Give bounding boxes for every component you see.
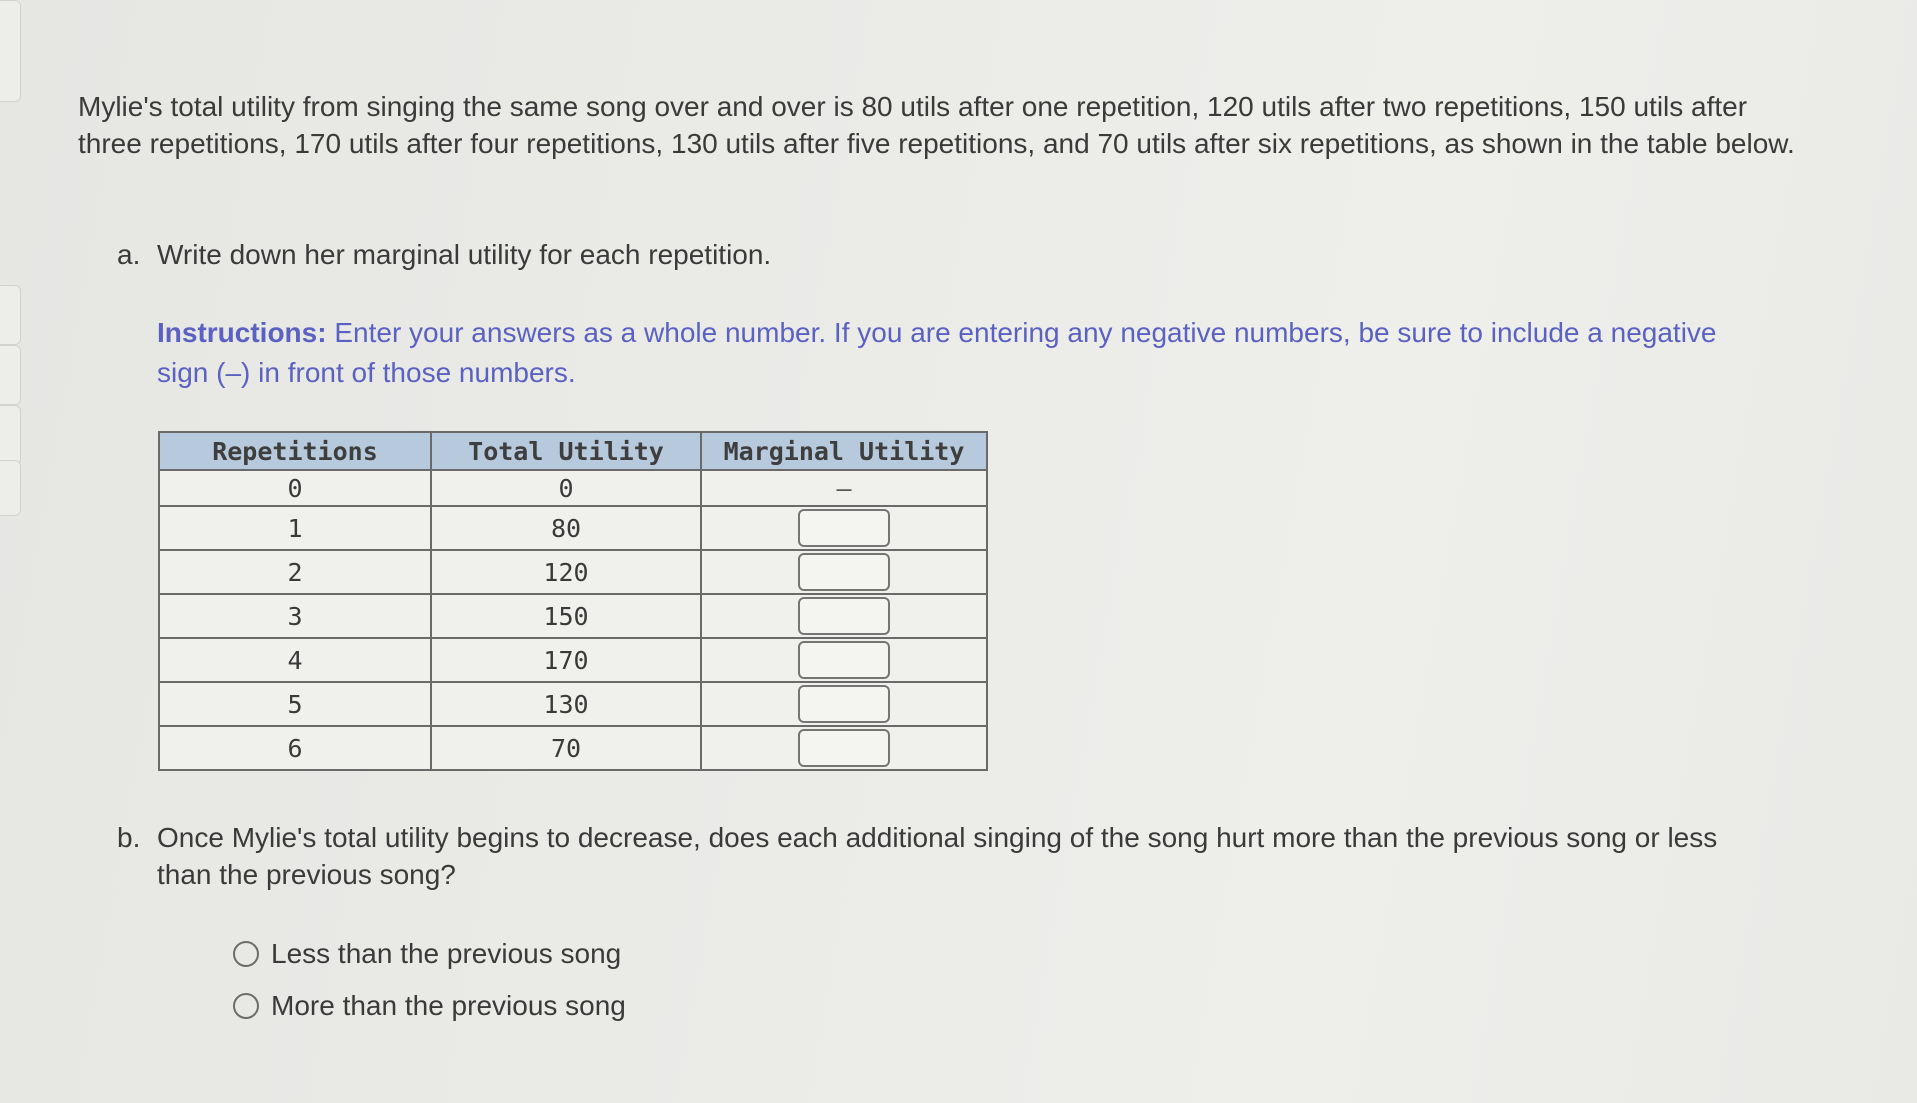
- marginal-utility-cell: [701, 550, 987, 594]
- table-row: [159, 726, 987, 770]
- repetitions-cell: 5: [159, 682, 431, 726]
- part-a-letter: a.: [117, 239, 141, 270]
- marginal-utility-input-3[interactable]: [798, 597, 890, 635]
- instructions: [157, 313, 1737, 393]
- marginal-utility-input-5[interactable]: [798, 685, 890, 723]
- repetitions-cell: 4: [159, 638, 431, 682]
- marginal-utility-cell: [701, 638, 987, 682]
- side-tab: [0, 345, 21, 405]
- repetitions-cell: 0: [159, 470, 431, 506]
- utility-table: [158, 431, 988, 771]
- total-utility-cell: 80: [431, 506, 701, 550]
- problem-intro: Mylie's total utility from singing the same song over and over is 80 utils after one repetition, 120 utils after two repetitions, 150 utils after three repetitions, 170 utils after four repetitions, 130 utils after five repetitions, and 70 utils after six repetitions, as shown in the table below.: [78, 91, 1795, 159]
- total-utility-cell: 70: [431, 726, 701, 770]
- part-b-question: [117, 819, 1777, 893]
- marginal-utility-input-6[interactable]: [798, 729, 890, 767]
- table-row: [159, 470, 987, 506]
- side-tab: [0, 285, 21, 345]
- repetitions-cell: 2: [159, 550, 431, 594]
- marginal-utility-cell: [701, 594, 987, 638]
- option-more-than[interactable]: [233, 980, 626, 1032]
- option-less-than[interactable]: [233, 928, 626, 980]
- marginal-utility-input-1[interactable]: [798, 509, 890, 547]
- repetitions-cell: 3: [159, 594, 431, 638]
- marginal-utility-cell: [701, 506, 987, 550]
- repetitions-cell: 6: [159, 726, 431, 770]
- option-label: More than the previous song: [271, 990, 626, 1021]
- repetitions-cell: 1: [159, 506, 431, 550]
- part-b-letter: b.: [117, 822, 141, 853]
- marginal-utility-dash: –: [836, 473, 852, 503]
- total-utility-cell: 120: [431, 550, 701, 594]
- header-repetitions: Repetitions: [159, 432, 431, 470]
- total-utility-cell: 0: [431, 470, 701, 506]
- marginal-utility-cell: [701, 726, 987, 770]
- radio-button[interactable]: [233, 993, 259, 1019]
- table-row: [159, 550, 987, 594]
- part-b-text: Once Mylie's total utility begins to decrease, does each additional singing of the song hurt more than the previous song or less than the previous song?: [157, 822, 1718, 890]
- total-utility-cell: 170: [431, 638, 701, 682]
- marginal-utility-input-4[interactable]: [798, 641, 890, 679]
- table-row: [159, 638, 987, 682]
- table-row: [159, 594, 987, 638]
- side-tab: [0, 0, 21, 102]
- table-header-row: [159, 432, 987, 470]
- part-a-text: Write down her marginal utility for each repetition.: [157, 239, 772, 270]
- answer-options: [233, 928, 626, 1032]
- table-row: [159, 682, 987, 726]
- total-utility-cell: 150: [431, 594, 701, 638]
- table-row: [159, 506, 987, 550]
- marginal-utility-cell: [701, 682, 987, 726]
- part-a-question: [117, 236, 771, 273]
- option-label: Less than the previous song: [271, 938, 622, 969]
- side-tab: [0, 460, 21, 516]
- radio-button[interactable]: [233, 941, 259, 967]
- instructions-label: Instructions:: [157, 317, 327, 348]
- instructions-text: Enter your answers as a whole number. If you are entering any negative numbers, be sure to include a negative sign (–) in front of those numbers.: [157, 317, 1717, 388]
- marginal-utility-input-2[interactable]: [798, 553, 890, 591]
- header-marginal-utility: Marginal Utility: [701, 432, 987, 470]
- header-total-utility: Total Utility: [431, 432, 701, 470]
- total-utility-cell: 130: [431, 682, 701, 726]
- side-tab: [0, 405, 21, 465]
- marginal-utility-cell: [701, 470, 987, 506]
